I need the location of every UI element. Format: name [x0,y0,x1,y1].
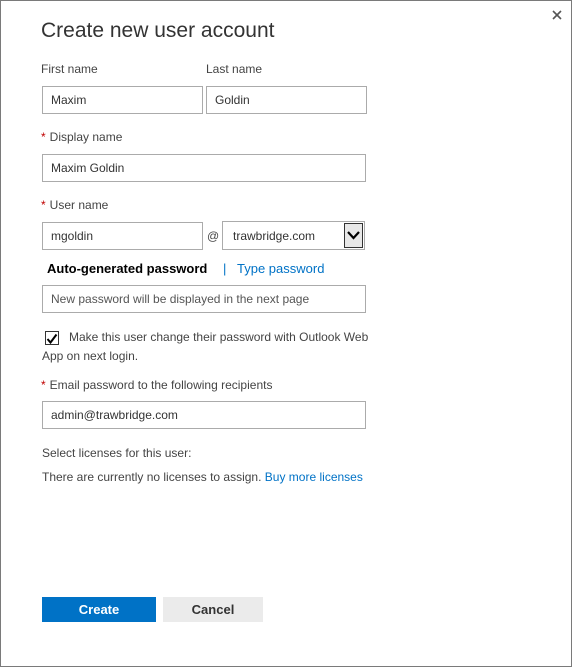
buy-more-licenses-link[interactable]: Buy more licenses [264,470,363,484]
email-recipients-label-text: Email password to the following recipients [49,378,273,392]
create-button[interactable]: Create [42,597,156,622]
close-icon[interactable] [549,7,565,23]
first-name-label: First name [41,62,98,76]
licenses-label: Select licenses for this user: [42,446,192,460]
user-name-label-text: User name [49,198,109,212]
last-name-label: Last name [206,62,263,76]
last-name-input[interactable] [206,86,367,114]
type-password-link[interactable]: Type password [237,261,325,276]
user-name-label [41,198,108,212]
required-mark: * [41,198,46,212]
change-password-checkbox[interactable] [45,331,59,345]
email-recipients-input[interactable] [42,401,366,429]
required-mark: * [41,130,46,144]
cancel-button[interactable]: Cancel [163,597,263,622]
auto-generated-password-option[interactable]: Auto-generated password [47,261,208,276]
domain-select-value: trawbridge.com [233,229,316,243]
domain-select[interactable] [222,221,365,250]
required-mark: * [41,378,46,392]
chevron-down-icon[interactable] [344,223,363,248]
user-name-input[interactable] [42,222,203,250]
at-sign: @ [207,229,220,243]
display-name-input[interactable] [42,154,366,182]
display-name-label-text: Display name [49,130,123,144]
password-input [42,285,366,313]
email-recipients-label [41,378,272,392]
licenses-message: There are currently no licenses to assign. [42,470,262,484]
chevron-down-icon-glyph [345,224,362,247]
dialog-title: Create new user account [41,19,275,42]
password-option-separator: | [223,261,227,276]
display-name-label [41,130,122,144]
checkmark-icon [46,333,58,345]
change-password-label: Make this user change their password with Outlook Web App on next login. [42,330,369,363]
close-icon-glyph [549,7,565,23]
licenses-message-row [42,470,363,484]
first-name-input[interactable] [42,86,203,114]
